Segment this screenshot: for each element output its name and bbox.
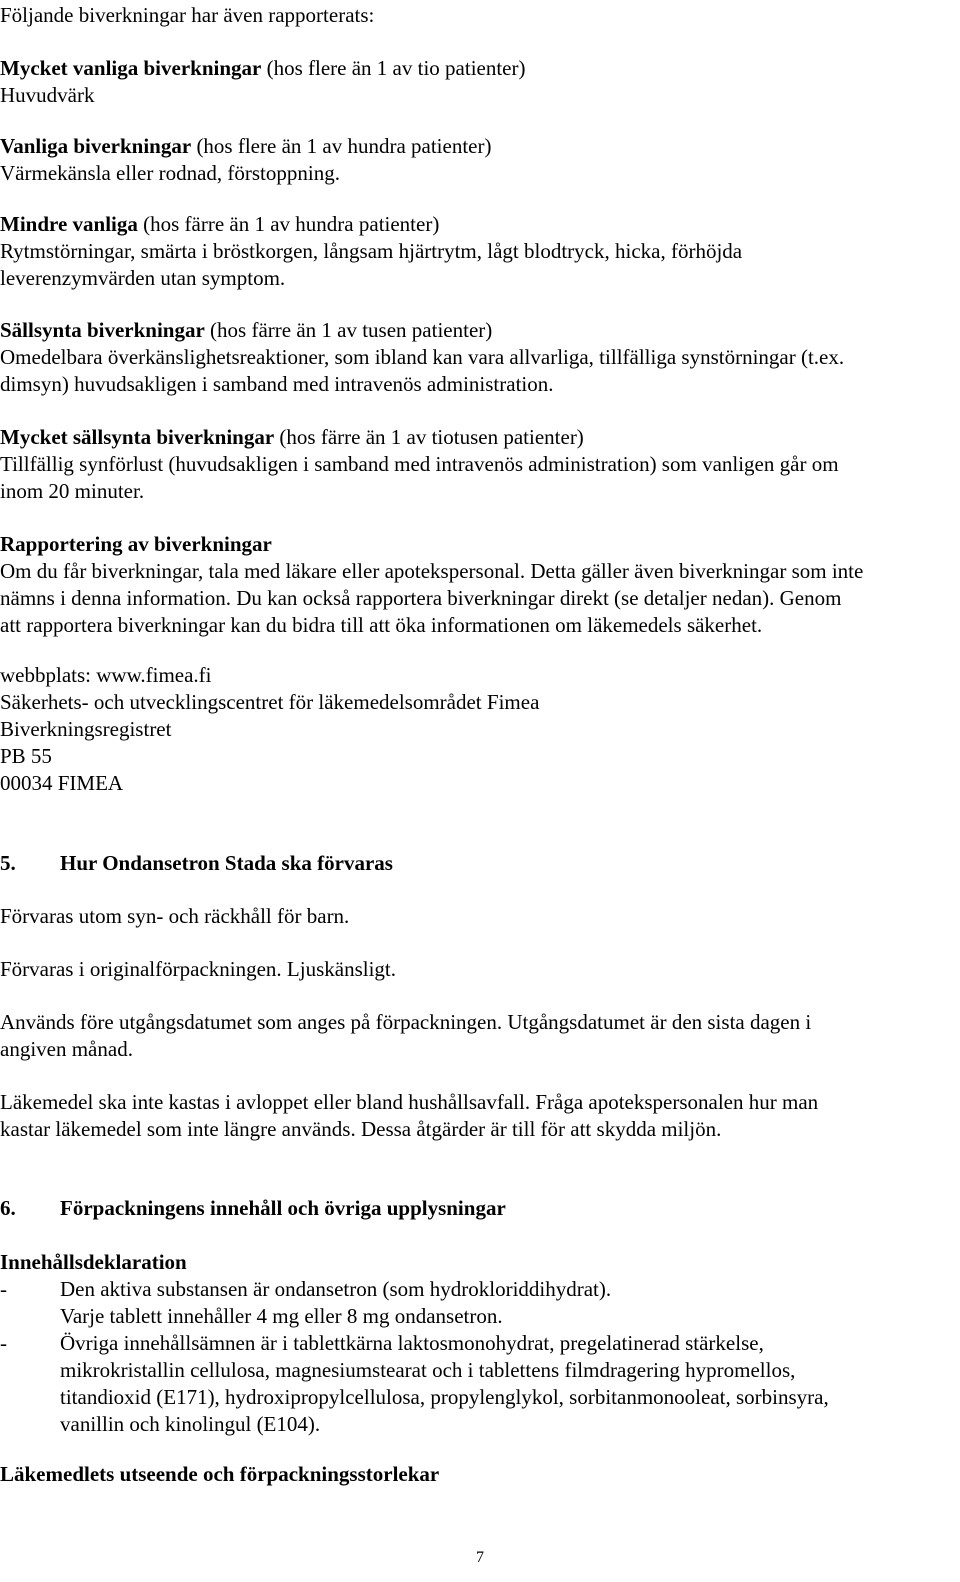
address-line: 00034 FIMEA (0, 771, 124, 795)
freq-label: Vanliga biverkningar (0, 134, 192, 158)
freq-line: inom 20 minuter. (0, 479, 145, 503)
reporting-line: att rapportera biverkningar kan du bidra till att öka informationen om läkemedels säkerhet. (0, 613, 763, 637)
section-number: 6. (0, 1196, 16, 1220)
intro-text (0, 2, 960, 29)
declaration-item (0, 1276, 960, 1303)
storage-line: kastar läkemedel som inte längre används. Dessa åtgärder är till för att skydda miljön. (0, 1117, 722, 1141)
appearance-heading: Läkemedlets utseende och förpackningsstorlekar (0, 1462, 440, 1486)
storage-para (0, 956, 960, 983)
freq-range: (hos färre än 1 av hundra patienter) (137, 212, 440, 236)
storage-line: Förvaras utom syn- och räckhåll för barn. (0, 904, 350, 928)
item-line: Varje tablett innehåller 4 mg eller 8 mg ondansetron. (60, 1304, 503, 1328)
address-line: PB 55 (0, 744, 52, 768)
declaration-heading: Innehållsdeklaration (0, 1250, 187, 1274)
freq-very-rare (0, 424, 960, 505)
declaration-item (0, 1330, 960, 1357)
freq-heading (0, 424, 960, 451)
freq-rare (0, 317, 960, 398)
freq-range: (hos färre än 1 av tusen patienter) (204, 318, 493, 342)
storage-para (0, 1009, 960, 1063)
freq-heading (0, 133, 960, 160)
freq-very-common (0, 55, 960, 109)
storage-para (0, 1089, 960, 1143)
freq-line: Huvudvärk (0, 83, 95, 107)
freq-label: Sällsynta biverkningar (0, 318, 205, 342)
freq-line: leverenzymvärden utan symptom. (0, 266, 286, 290)
freq-label: Mycket sällsynta biverkningar (0, 425, 275, 449)
list-dash: - (0, 1277, 7, 1301)
freq-line: Värmekänsla eller rodnad, förstoppning. (0, 161, 340, 185)
item-line: mikrokristallin cellulosa, magnesiumstearat och i tablettens filmdragering hypromellos, (60, 1358, 796, 1382)
storage-line: Läkemedel ska inte kastas i avloppet eller bland hushållsavfall. Fråga apotekspersonalen hur man (0, 1090, 819, 1114)
declaration-section (0, 1249, 960, 1438)
section-title: Hur Ondansetron Stada ska förvaras (60, 851, 393, 875)
address-line: Säkerhets- och utvecklingscentret för läkemedelsområdet Fimea (0, 690, 540, 714)
address-website[interactable]: webbplats: www.fimea.fi (0, 663, 212, 687)
storage-line: Förvaras i originalförpackningen. Ljuskänsligt. (0, 957, 396, 981)
section-title: Förpackningens innehåll och övriga upplysningar (60, 1196, 506, 1220)
item-line: vanillin och kinolingul (E104). (60, 1412, 321, 1436)
reporting-line: Om du får biverkningar, tala med läkare eller apotekspersonal. Detta gäller även biverkningar som inte (0, 559, 864, 583)
freq-range: (hos färre än 1 av tiotusen patienter) (274, 425, 584, 449)
reporting-section (0, 531, 960, 639)
appearance-section (0, 1461, 960, 1488)
section-number: 5. (0, 851, 16, 875)
freq-heading (0, 55, 960, 82)
freq-label: Mycket vanliga biverkningar (0, 56, 262, 80)
freq-heading (0, 211, 960, 238)
reporting-line: nämns i denna information. Du kan också rapportera biverkningar direkt (se detaljer nedan). Genom (0, 586, 842, 610)
storage-line: Används före utgångsdatumet som anges på förpackningen. Utgångsdatumet är den sista dagen i (0, 1010, 812, 1034)
section-6-heading (0, 1195, 960, 1222)
freq-line: Tillfällig synförlust (huvudsakligen i samband med intravenös administration) som vanligen går om (0, 452, 839, 476)
freq-line: Rytmstörningar, smärta i bröstkorgen, långsam hjärtrytm, lågt blodtryck, hicka, förhöjda (0, 239, 743, 263)
storage-para (0, 903, 960, 930)
freq-common (0, 133, 960, 187)
freq-heading (0, 317, 960, 344)
freq-uncommon (0, 211, 960, 292)
freq-range: (hos flere än 1 av tio patienter) (261, 56, 526, 80)
section-5-heading (0, 850, 960, 877)
intro-line: Följande biverkningar har även rapporterats: (0, 3, 375, 27)
page-number: 7 (476, 1549, 484, 1566)
freq-label: Mindre vanliga (0, 212, 138, 236)
item-line: titandioxid (E171), hydroxipropylcellulosa, propylenglykol, sorbitanmonooleat, sorbinsyra, (60, 1385, 829, 1409)
reporting-address (0, 662, 960, 797)
freq-range: (hos flere än 1 av hundra patienter) (191, 134, 492, 158)
list-dash: - (0, 1331, 7, 1355)
reporting-heading: Rapportering av biverkningar (0, 532, 272, 556)
address-line: Biverkningsregistret (0, 717, 172, 741)
freq-line: Omedelbara överkänslighetsreaktioner, som ibland kan vara allvarliga, tillfälliga synstörningar (t.ex. (0, 345, 845, 369)
item-line: Övriga innehållsämnen är i tablettkärna laktosmonohydrat, pregelatinerad stärkelse, (60, 1331, 764, 1355)
storage-line: angiven månad. (0, 1037, 133, 1061)
freq-line: dimsyn) huvudsakligen i samband med intravenös administration. (0, 372, 554, 396)
item-line: Den aktiva substansen är ondansetron (som hydrokloriddihydrat). (60, 1277, 612, 1301)
